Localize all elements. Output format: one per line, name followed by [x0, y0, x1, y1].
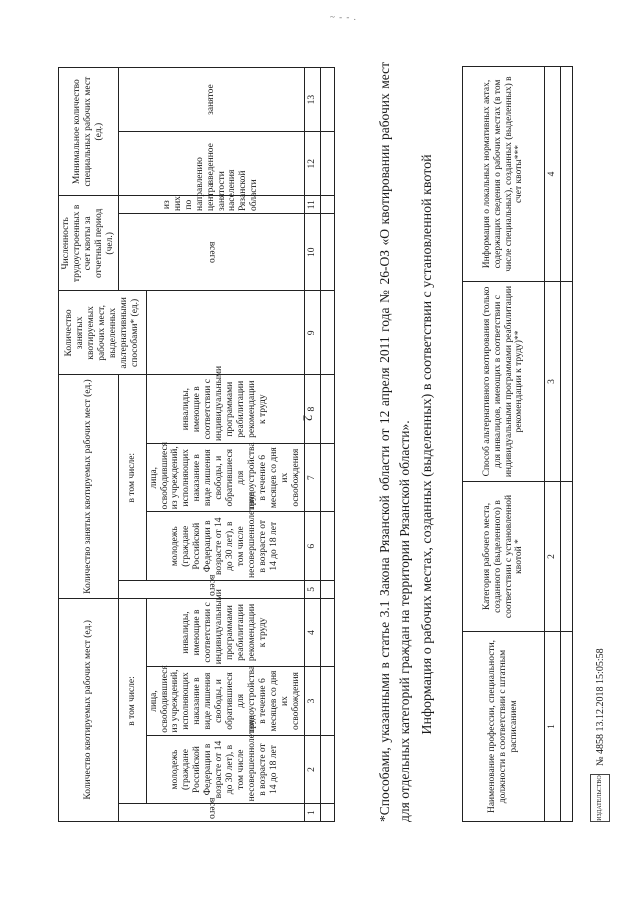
- data-cell: [320, 68, 334, 132]
- data-cell: [320, 598, 334, 667]
- scan-artifact: ~ - - .: [330, 12, 357, 22]
- info-header-acts: Информация о локальных нормативных актах, содержащих сведения о рабочих местах (в том числе специальных), созданных (выделенных) в счет квоты***: [463, 67, 545, 282]
- col-from-center: из них по направлению центра занятости населения Рязанской области: [118, 196, 304, 214]
- col-number: 8: [304, 375, 320, 444]
- info-col-number: 2: [545, 482, 561, 632]
- data-cell: [320, 581, 334, 599]
- col-occupied: занятое: [118, 68, 304, 132]
- header-quota-occupied: Количество занятых квотируемых рабочих мест (ед.): [59, 375, 119, 598]
- col-youth-2: молодежь (граждане Российской Федерации в возрасте от 14 до 30 лет), в том числе несовершеннолетние в возрасте от 14 до 18 лет: [146, 512, 304, 581]
- info-col-number: 1: [545, 632, 561, 822]
- col-number: 6: [304, 512, 320, 581]
- col-released-1: лица, освободившиеся из учреждений, исполняющих наказание в виде лишения свободы, и обратившиеся для трудоустройства в течение 6 месяцев со дня их освобождения: [146, 667, 304, 736]
- col-number: 10: [304, 214, 320, 291]
- col-number: 12: [304, 132, 320, 196]
- data-cell: [320, 735, 334, 804]
- info-data-cell: [560, 67, 572, 282]
- col-introduced: введенное: [118, 132, 304, 196]
- info-title: Информация о рабочих местах, созданных (выделенных) в соответствии с установленной квотой: [420, 154, 435, 735]
- data-cell: [320, 132, 334, 196]
- col-released-2: лица, освободившиеся из учреждений, исполняющих наказание в виде лишения свободы, и обратившиеся для трудоустройства в течение 6 месяцев со дня их освобождения: [146, 443, 304, 512]
- col-number: 4: [304, 598, 320, 667]
- data-cell: [320, 667, 334, 736]
- data-cell: [320, 196, 334, 214]
- col-alt-blank: [146, 291, 304, 375]
- footnote: *Способами, указанными в статье 3.1 Закона Рязанской области от 12 апреля 2011 года № 26-ОЗ «О квотировании рабочих мест для отдельных категорий граждан на территории Рязанской области».: [377, 62, 413, 822]
- info-data-cell: [560, 632, 572, 822]
- col-number: 3: [304, 667, 320, 736]
- info-col-number: 3: [545, 282, 561, 482]
- col-number: 11: [304, 196, 320, 214]
- col-number: 7: [304, 443, 320, 512]
- col-all-3: всего: [118, 214, 304, 291]
- col-number: 2: [304, 735, 320, 804]
- data-cell: [320, 804, 334, 822]
- data-cell: [320, 214, 334, 291]
- col-disabled-1: инвалиды, имеющие в соответствии с индивидуальными программами реабилитации рекомендации к труду: [146, 598, 304, 667]
- col-number: 1: [304, 804, 320, 822]
- document-stamp: [590, 648, 610, 822]
- data-cell: [320, 512, 334, 581]
- page-number: 2: [300, 414, 316, 422]
- col-number: 9: [304, 291, 320, 375]
- info-table: [462, 66, 573, 822]
- info-col-number: 4: [545, 67, 561, 282]
- info-header-category: Категория рабочего места, созданного (выделенного) в соответствии с установленной квотой *: [463, 482, 545, 632]
- incl-2: в том числе:: [118, 375, 146, 581]
- incl-1: в том числе:: [118, 598, 146, 804]
- landscape-content: [30, 52, 615, 862]
- info-header-profession: Наименование профессии, специальности, должности в соответствии с штатным расписанием: [463, 632, 545, 822]
- doc-id: № 4858 13.12.2018 15:05:58: [594, 648, 606, 766]
- data-cell: [320, 375, 334, 444]
- header-quota-total: Количество квотируемых рабочих мест (ед.): [59, 598, 119, 821]
- info-data-cell: [560, 482, 572, 632]
- col-all-2: всего: [118, 581, 304, 599]
- col-youth-1: молодежь (граждане Российской Федерации в возрасте от 14 до 30 лет), в том числе несовершеннолетние в возрасте от 14 до 18 лет: [146, 735, 304, 804]
- col-disabled-2: инвалиды, имеющие в соответствии с индивидуальными программами реабилитации рекомендации к труду: [146, 375, 304, 444]
- info-data-cell: [560, 282, 572, 482]
- quota-table: [58, 67, 335, 822]
- col-number: 5: [304, 581, 320, 599]
- publisher-seal: ИЗДАТЕЛЬСТВО: [590, 774, 610, 822]
- data-cell: [320, 291, 334, 375]
- info-header-method: Способ альтернативного квотирования (только для инвалидов, имеющих в соответствии с индивидуальными программами реабилитации рекомендации к труду)**: [463, 282, 545, 482]
- col-all-1: всего: [118, 804, 304, 822]
- col-number: 13: [304, 68, 320, 132]
- data-cell: [320, 443, 334, 512]
- header-min-special: Минимальное количество специальных рабочих мест (ед.): [59, 68, 119, 196]
- header-workers: Численность трудоустроенных в счет квоты за отчетный период (чел.): [59, 196, 119, 291]
- header-alt-methods: Количество занятых квотируемых рабочих мест, выделенных альтернативными способами* (ед.): [59, 291, 147, 375]
